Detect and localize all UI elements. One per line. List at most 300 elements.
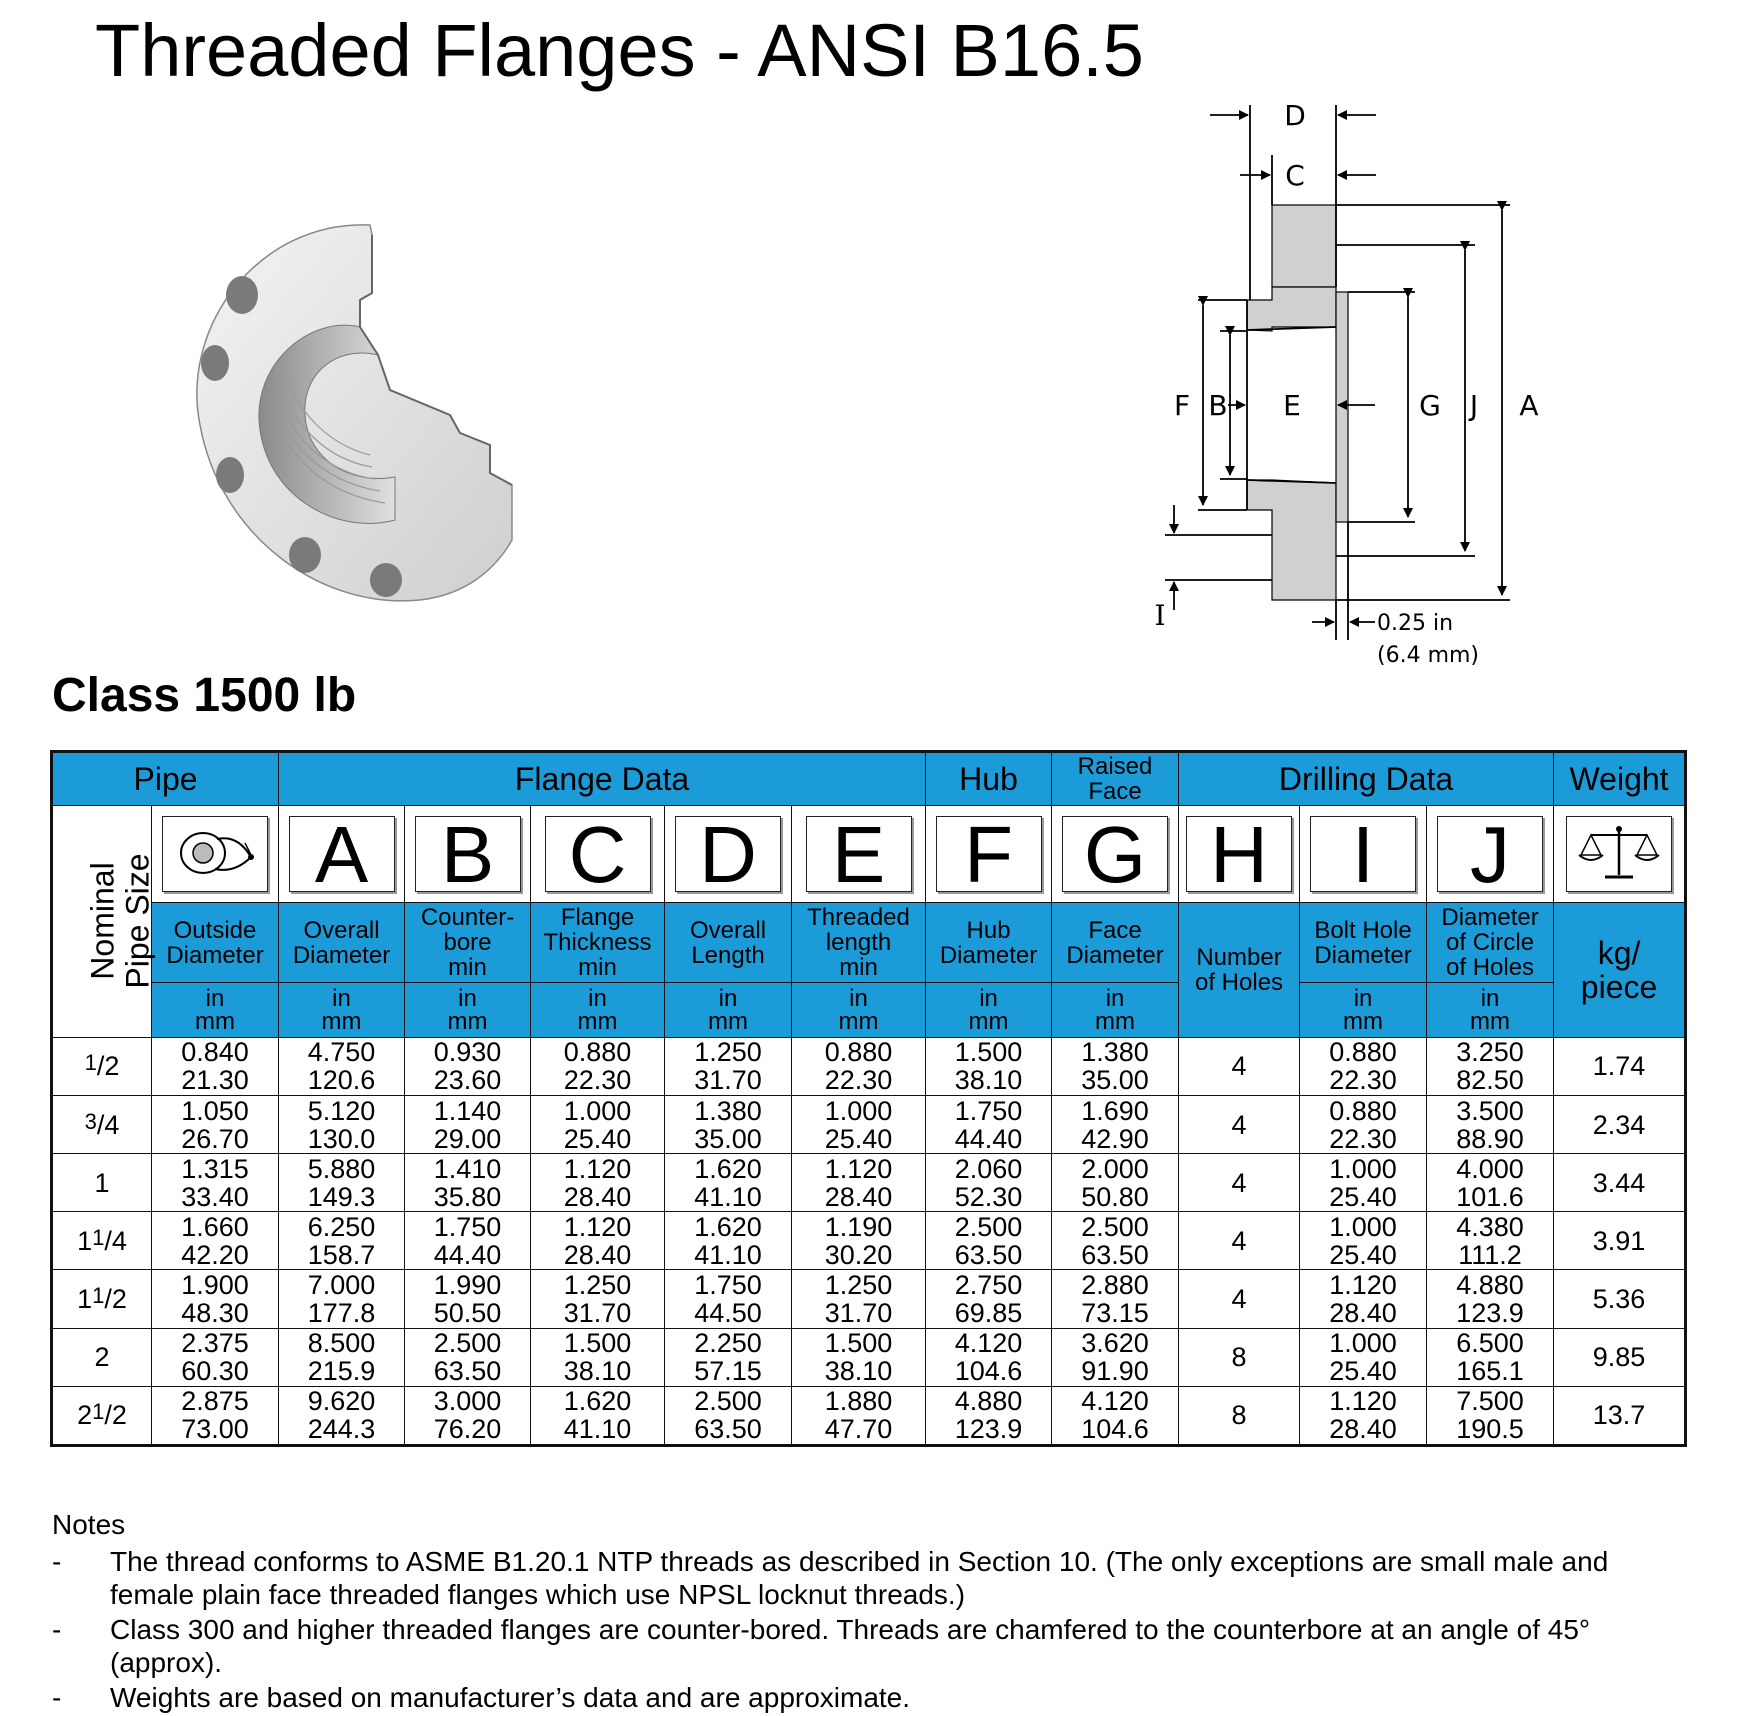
value-mm: 60.30 — [181, 1356, 249, 1387]
value-mm: 52.30 — [954, 1181, 1023, 1212]
value-mm: 63.50 — [433, 1356, 502, 1387]
unit-in: in — [1105, 984, 1125, 1012]
value-mm: 25.40 — [563, 1123, 632, 1154]
desc-line: Thickness — [543, 929, 652, 957]
cell-f — [926, 1270, 1052, 1328]
value-mm: 73.00 — [181, 1414, 249, 1445]
cell-c — [531, 1212, 665, 1270]
letter-cell-j — [1427, 806, 1554, 903]
diagram-label-j: J — [1469, 389, 1479, 422]
nominal-pipe-size: $^3$/4 — [52, 1095, 152, 1153]
cell-d — [665, 1212, 792, 1270]
value-mm: 50.50 — [433, 1298, 502, 1329]
desc-line: min — [448, 954, 487, 982]
desc-line: Diameter — [1066, 941, 1164, 969]
cell-od — [152, 1212, 279, 1270]
cell-od — [152, 1386, 279, 1445]
value-in: 7.500 — [1456, 1386, 1524, 1417]
desc-line: Hub — [966, 916, 1011, 944]
value-mm: 35.00 — [1081, 1065, 1149, 1096]
value-mm: 165.1 — [1456, 1356, 1524, 1387]
table-row — [52, 1037, 1686, 1095]
desc-counterbore — [405, 903, 531, 982]
cell-weight: 13.7 — [1554, 1386, 1686, 1445]
value-in: 1.500 — [563, 1328, 632, 1359]
value-in: 1.140 — [433, 1095, 502, 1126]
unit-mm: mm — [1470, 1007, 1511, 1035]
value-mm: 22.30 — [563, 1065, 632, 1096]
desc-line: of Holes — [1446, 954, 1535, 982]
cell-g — [1052, 1095, 1179, 1153]
value-in: 0.880 — [1329, 1095, 1397, 1126]
flange-dimensions-table — [50, 750, 1687, 1447]
unit-cell-a — [279, 982, 405, 1037]
cell-j — [1427, 1270, 1554, 1328]
value-mm: 31.70 — [694, 1065, 762, 1096]
diagram-label-g: G — [1419, 389, 1441, 422]
cell-e — [792, 1270, 926, 1328]
value-mm: 123.9 — [1456, 1298, 1524, 1329]
value-in: 2.500 — [1081, 1211, 1149, 1242]
unit-in: in — [718, 984, 738, 1012]
raised-face-line-2: Face — [1088, 778, 1142, 806]
cell-od — [152, 1037, 279, 1095]
cell-j — [1427, 1386, 1554, 1445]
unit-in: in — [979, 984, 998, 1012]
value-mm: 42.20 — [181, 1239, 249, 1270]
value-in: 3.250 — [1456, 1037, 1524, 1068]
value-mm: 63.50 — [1081, 1239, 1149, 1270]
table-row — [52, 1270, 1686, 1328]
group-header-drilling-data: Drilling Data — [1179, 752, 1554, 806]
nominal-pipe-size: $1^1/4$ — [52, 1212, 152, 1270]
desc-line: length — [825, 929, 892, 957]
value-mm: 38.10 — [824, 1356, 893, 1387]
cell-number-of-holes: 4 — [1179, 1270, 1300, 1328]
cell-g — [1052, 1328, 1179, 1386]
cell-f — [926, 1037, 1052, 1095]
nominal-pipe-size — [52, 1328, 152, 1386]
nps-numerator: 1 — [92, 1399, 105, 1425]
value-in: 1.250 — [694, 1037, 762, 1068]
unit-mm: mm — [708, 1007, 748, 1035]
value-mm: 57.15 — [694, 1356, 762, 1387]
letter-c: C — [545, 816, 651, 892]
cell-number-of-holes: 4 — [1179, 1154, 1300, 1212]
cell-b — [405, 1328, 531, 1386]
nps-header-line-1: Nominal — [84, 862, 121, 981]
value-mm: 28.40 — [1329, 1414, 1397, 1445]
value-in: 1.000 — [1329, 1328, 1397, 1359]
value-mm: 48.30 — [181, 1298, 249, 1329]
letter-cell-f — [926, 806, 1052, 903]
value-mm: 104.6 — [954, 1356, 1023, 1387]
letter-h: H — [1186, 816, 1292, 892]
nps-denominator: 2 — [104, 1051, 120, 1082]
value-in: 1.750 — [694, 1270, 762, 1301]
cell-weight: 5.36 — [1554, 1270, 1686, 1328]
desc-bolt-circle-diameter — [1427, 903, 1554, 982]
diagram-dim-in: 0.25 in — [1377, 611, 1454, 636]
value-in: 1.120 — [1329, 1386, 1397, 1417]
desc-flange-thickness — [531, 903, 665, 982]
nps-whole: 2 — [77, 1400, 93, 1431]
note-text: Weights are based on manufacturer’s data and are approximate. — [110, 1682, 911, 1713]
nps-denominator: 2 — [111, 1400, 127, 1431]
value-in: 4.880 — [954, 1386, 1023, 1417]
unit-row — [52, 982, 1686, 1037]
unit-cell-g — [1052, 982, 1179, 1037]
letter-cell-i — [1300, 806, 1427, 903]
table-row — [52, 1154, 1686, 1212]
unit-cell-c — [531, 982, 665, 1037]
value-mm: 21.30 — [181, 1065, 249, 1096]
value-in: 2.375 — [181, 1328, 249, 1359]
letter-cell-e — [792, 806, 926, 903]
value-mm: 28.40 — [563, 1239, 632, 1270]
table-body — [52, 1037, 1686, 1445]
cell-j — [1427, 1212, 1554, 1270]
desc-line: of Circle — [1446, 929, 1535, 957]
value-in: 1.660 — [181, 1211, 249, 1242]
value-mm: 41.10 — [563, 1414, 632, 1445]
value-mm: 31.70 — [824, 1298, 893, 1329]
value-in: 9.620 — [307, 1386, 376, 1417]
value-in: 1.620 — [694, 1211, 762, 1242]
value-in: 1.120 — [1329, 1270, 1397, 1301]
value-mm: 244.3 — [307, 1414, 376, 1445]
letter-cell-h — [1179, 806, 1300, 903]
table-row — [52, 1212, 1686, 1270]
weight-unit-header — [1554, 903, 1686, 1037]
diagram-label-a: A — [1519, 389, 1539, 422]
cell-i — [1300, 1154, 1427, 1212]
value-in: 1.120 — [563, 1153, 632, 1184]
cell-j — [1427, 1037, 1554, 1095]
cell-od — [152, 1328, 279, 1386]
desc-line: bore — [443, 929, 492, 957]
cell-f — [926, 1212, 1052, 1270]
value-in: 1.250 — [824, 1270, 893, 1301]
value-mm: 26.70 — [181, 1123, 249, 1154]
value-mm: 63.50 — [954, 1239, 1023, 1270]
value-mm: 38.10 — [563, 1356, 632, 1387]
cell-b — [405, 1037, 531, 1095]
note-item — [52, 1681, 1692, 1714]
desc-line: Diameter — [166, 941, 264, 969]
flange-illustration — [190, 215, 530, 615]
letter-g: G — [1062, 816, 1168, 892]
value-in: 1.900 — [181, 1270, 249, 1301]
desc-line: of Holes — [1195, 969, 1284, 997]
desc-line: Length — [691, 941, 765, 969]
unit-in: in — [849, 984, 868, 1012]
value-in: 4.120 — [1081, 1386, 1149, 1417]
notes-heading: Notes — [52, 1509, 126, 1540]
value-in: 4.880 — [1456, 1270, 1524, 1301]
value-mm: 42.90 — [1081, 1123, 1149, 1154]
value-in: 2.000 — [1081, 1153, 1149, 1184]
cell-od — [152, 1154, 279, 1212]
cell-f — [926, 1095, 1052, 1153]
cell-i — [1300, 1270, 1427, 1328]
nps-denominator: 4 — [111, 1225, 127, 1256]
cell-weight: 2.34 — [1554, 1095, 1686, 1153]
weight-unit-line: piece — [1580, 969, 1658, 1006]
cell-b — [405, 1270, 531, 1328]
letter-cell-c — [531, 806, 665, 903]
desc-face-diameter — [1052, 903, 1179, 982]
value-in: 1.410 — [433, 1153, 502, 1184]
nominal-pipe-size — [52, 1154, 152, 1212]
desc-overall-diameter — [279, 903, 405, 982]
cell-b — [405, 1095, 531, 1153]
unit-mm: mm — [968, 1007, 1009, 1035]
nps-whole: 1 — [94, 1167, 110, 1198]
table-row — [52, 1386, 1686, 1445]
cell-d — [665, 1095, 792, 1153]
desc-line: Flange — [560, 904, 635, 932]
cell-e — [792, 1386, 926, 1445]
value-in: 8.500 — [307, 1328, 376, 1359]
value-mm: 88.90 — [1456, 1123, 1524, 1154]
value-mm: 111.2 — [1458, 1239, 1522, 1270]
cell-e — [792, 1037, 926, 1095]
value-in: 0.880 — [1329, 1037, 1397, 1068]
desc-number-of-holes — [1179, 903, 1300, 1037]
value-in: 1.750 — [954, 1095, 1023, 1126]
value-mm: 25.40 — [1329, 1239, 1397, 1270]
desc-line: Threaded — [807, 904, 910, 932]
nps-whole: 2 — [94, 1342, 110, 1373]
cell-i — [1300, 1037, 1427, 1095]
value-in: 3.000 — [433, 1386, 502, 1417]
desc-overall-length — [665, 903, 792, 982]
unit-mm: mm — [1095, 1007, 1136, 1035]
cell-e — [792, 1212, 926, 1270]
group-header-pipe: Pipe — [52, 752, 279, 806]
cell-c — [531, 1270, 665, 1328]
value-in: 1.620 — [563, 1386, 632, 1417]
cell-j — [1427, 1095, 1554, 1153]
value-mm: 149.3 — [307, 1181, 376, 1212]
unit-in: in — [1480, 984, 1500, 1012]
unit-cell-od — [152, 982, 279, 1037]
desc-line: Overall — [303, 916, 380, 944]
value-mm: 41.10 — [694, 1239, 762, 1270]
value-mm: 63.50 — [694, 1414, 762, 1445]
nominal-pipe-size: $1^1/2$ — [52, 1270, 152, 1328]
value-in: 1.380 — [1081, 1037, 1149, 1068]
value-in: 4.000 — [1456, 1153, 1524, 1184]
value-in: 1.050 — [181, 1095, 249, 1126]
note-bullet: - — [52, 1682, 62, 1713]
unit-cell-f — [926, 982, 1052, 1037]
pipe-icon — [162, 816, 268, 892]
value-mm: 22.30 — [1329, 1065, 1397, 1096]
diagram-label-i: I — [1154, 599, 1166, 632]
value-in: 6.250 — [307, 1211, 376, 1242]
unit-in: in — [1353, 984, 1373, 1012]
nominal-pipe-size-header — [52, 806, 156, 1038]
desc-line: min — [839, 954, 878, 982]
desc-line: Diameter — [939, 941, 1038, 969]
pressure-class-heading: Class 1500 lb — [52, 669, 357, 722]
cell-c — [531, 1386, 665, 1445]
value-in: 0.840 — [181, 1037, 249, 1068]
value-in: 1.315 — [181, 1153, 249, 1184]
value-mm: 25.40 — [1329, 1356, 1397, 1387]
value-mm: 158.7 — [307, 1239, 376, 1270]
value-in: 1.880 — [824, 1386, 893, 1417]
cell-b — [405, 1212, 531, 1270]
nps-whole: 1 — [77, 1284, 93, 1315]
value-mm: 215.9 — [307, 1356, 376, 1387]
pipe-symbol-cell — [152, 806, 279, 903]
cell-i — [1300, 1095, 1427, 1153]
cell-a — [279, 1386, 405, 1445]
value-mm: 22.30 — [824, 1065, 893, 1096]
value-in: 2.750 — [954, 1270, 1023, 1301]
cell-c — [531, 1095, 665, 1153]
table-row — [52, 1328, 1686, 1386]
cell-d — [665, 1037, 792, 1095]
cell-i — [1300, 1386, 1427, 1445]
unit-mm: mm — [838, 1007, 879, 1035]
cell-d — [665, 1270, 792, 1328]
nps-numerator: 1 — [92, 1283, 105, 1309]
flange-cross-section-diagram — [1090, 95, 1570, 668]
desc-outside-diameter — [152, 903, 279, 982]
value-in: 1.250 — [563, 1270, 632, 1301]
nps-denominator: 4 — [104, 1109, 120, 1140]
cell-i — [1300, 1212, 1427, 1270]
value-in: 7.000 — [307, 1270, 376, 1301]
desc-line: Outside — [173, 916, 257, 944]
value-in: 1.500 — [954, 1037, 1023, 1068]
cell-weight: 3.91 — [1554, 1212, 1686, 1270]
value-mm: 23.60 — [433, 1065, 502, 1096]
value-mm: 22.30 — [1329, 1123, 1397, 1154]
value-mm: 91.90 — [1081, 1356, 1149, 1387]
cell-b — [405, 1386, 531, 1445]
value-mm: 25.40 — [1329, 1181, 1397, 1212]
weight-symbol-cell — [1554, 806, 1686, 903]
value-in: 2.500 — [433, 1328, 502, 1359]
value-mm: 120.6 — [307, 1065, 376, 1096]
weight-unit-line: kg/ — [1597, 935, 1641, 972]
group-header-hub: Hub — [926, 752, 1052, 806]
unit-cell-j — [1427, 982, 1554, 1037]
cell-c — [531, 1328, 665, 1386]
value-mm: 101.6 — [1456, 1181, 1524, 1212]
value-mm: 41.10 — [694, 1181, 762, 1212]
cell-d — [665, 1154, 792, 1212]
unit-in: in — [588, 984, 607, 1012]
nominal-pipe-size: $^1$/2 — [52, 1037, 152, 1095]
value-mm: 69.85 — [954, 1298, 1023, 1329]
value-in: 1.000 — [1329, 1153, 1397, 1184]
nps-denominator: 2 — [111, 1284, 127, 1315]
value-mm: 73.15 — [1081, 1298, 1149, 1329]
desc-line: min — [578, 954, 617, 982]
value-in: 0.930 — [433, 1037, 502, 1068]
cell-g — [1052, 1212, 1179, 1270]
value-in: 2.875 — [181, 1386, 249, 1417]
unit-cell-b — [405, 982, 531, 1037]
cell-number-of-holes: 8 — [1179, 1386, 1300, 1445]
value-in: 1.190 — [824, 1211, 893, 1242]
nps-numerator: 1 — [92, 1224, 105, 1250]
value-in: 1.120 — [563, 1211, 632, 1242]
note-item — [52, 1545, 1692, 1611]
value-mm: 33.40 — [181, 1181, 249, 1212]
raised-face-line-1: Raised — [1077, 753, 1153, 781]
value-mm: 30.20 — [824, 1239, 893, 1270]
value-mm: 35.00 — [694, 1123, 762, 1154]
letter-a: A — [289, 816, 395, 892]
cell-a — [279, 1095, 405, 1153]
note-bullet: - — [52, 1546, 62, 1577]
value-in: 6.500 — [1456, 1328, 1524, 1359]
letter-e: E — [806, 816, 912, 892]
value-mm: 31.70 — [563, 1298, 632, 1329]
desc-line: Diameter — [1314, 941, 1412, 969]
cell-e — [792, 1095, 926, 1153]
desc-threaded-length — [792, 903, 926, 982]
nominal-pipe-size: $2^1/2$ — [52, 1386, 152, 1445]
desc-hub-diameter — [926, 903, 1052, 982]
cell-od — [152, 1095, 279, 1153]
cell-number-of-holes: 4 — [1179, 1212, 1300, 1270]
diagram-label-f: F — [1173, 389, 1191, 422]
desc-line: Diameter — [292, 941, 391, 969]
nps-numerator: 3 — [84, 1108, 97, 1134]
cell-j — [1427, 1328, 1554, 1386]
note-item — [52, 1613, 1692, 1679]
nps-whole: 1 — [77, 1225, 93, 1256]
value-mm: 130.0 — [307, 1123, 376, 1154]
value-in: 2.500 — [954, 1211, 1023, 1242]
cell-a — [279, 1212, 405, 1270]
desc-line: Overall — [690, 916, 767, 944]
group-header-flange-data: Flange Data — [279, 752, 926, 806]
value-in: 2.060 — [954, 1153, 1023, 1184]
unit-cell-e — [792, 982, 926, 1037]
nps-header-line-2: Pipe Size — [119, 853, 156, 990]
value-in: 0.880 — [563, 1037, 632, 1068]
value-mm: 28.40 — [1329, 1298, 1397, 1329]
value-in: 5.880 — [307, 1153, 376, 1184]
cell-number-of-holes: 4 — [1179, 1095, 1300, 1153]
value-in: 1.750 — [433, 1211, 502, 1242]
letter-cell-d — [665, 806, 792, 903]
note-bullet: - — [52, 1614, 62, 1645]
cell-a — [279, 1328, 405, 1386]
letter-f: F — [936, 816, 1042, 892]
value-in: 3.620 — [1081, 1328, 1149, 1359]
desc-line: Counter- — [420, 904, 515, 932]
value-mm: 50.80 — [1081, 1181, 1149, 1212]
note-text: Class 300 and higher threaded flanges are counter-bored. Threads are chamfered to the counterbore at an angle of 45° (approx). — [110, 1614, 1591, 1678]
cell-j — [1427, 1154, 1554, 1212]
value-in: 4.120 — [954, 1328, 1023, 1359]
diagram-label-e: E — [1283, 389, 1301, 422]
cell-a — [279, 1154, 405, 1212]
value-mm: 177.8 — [307, 1298, 376, 1329]
cell-e — [792, 1328, 926, 1386]
value-in: 1.380 — [694, 1095, 762, 1126]
